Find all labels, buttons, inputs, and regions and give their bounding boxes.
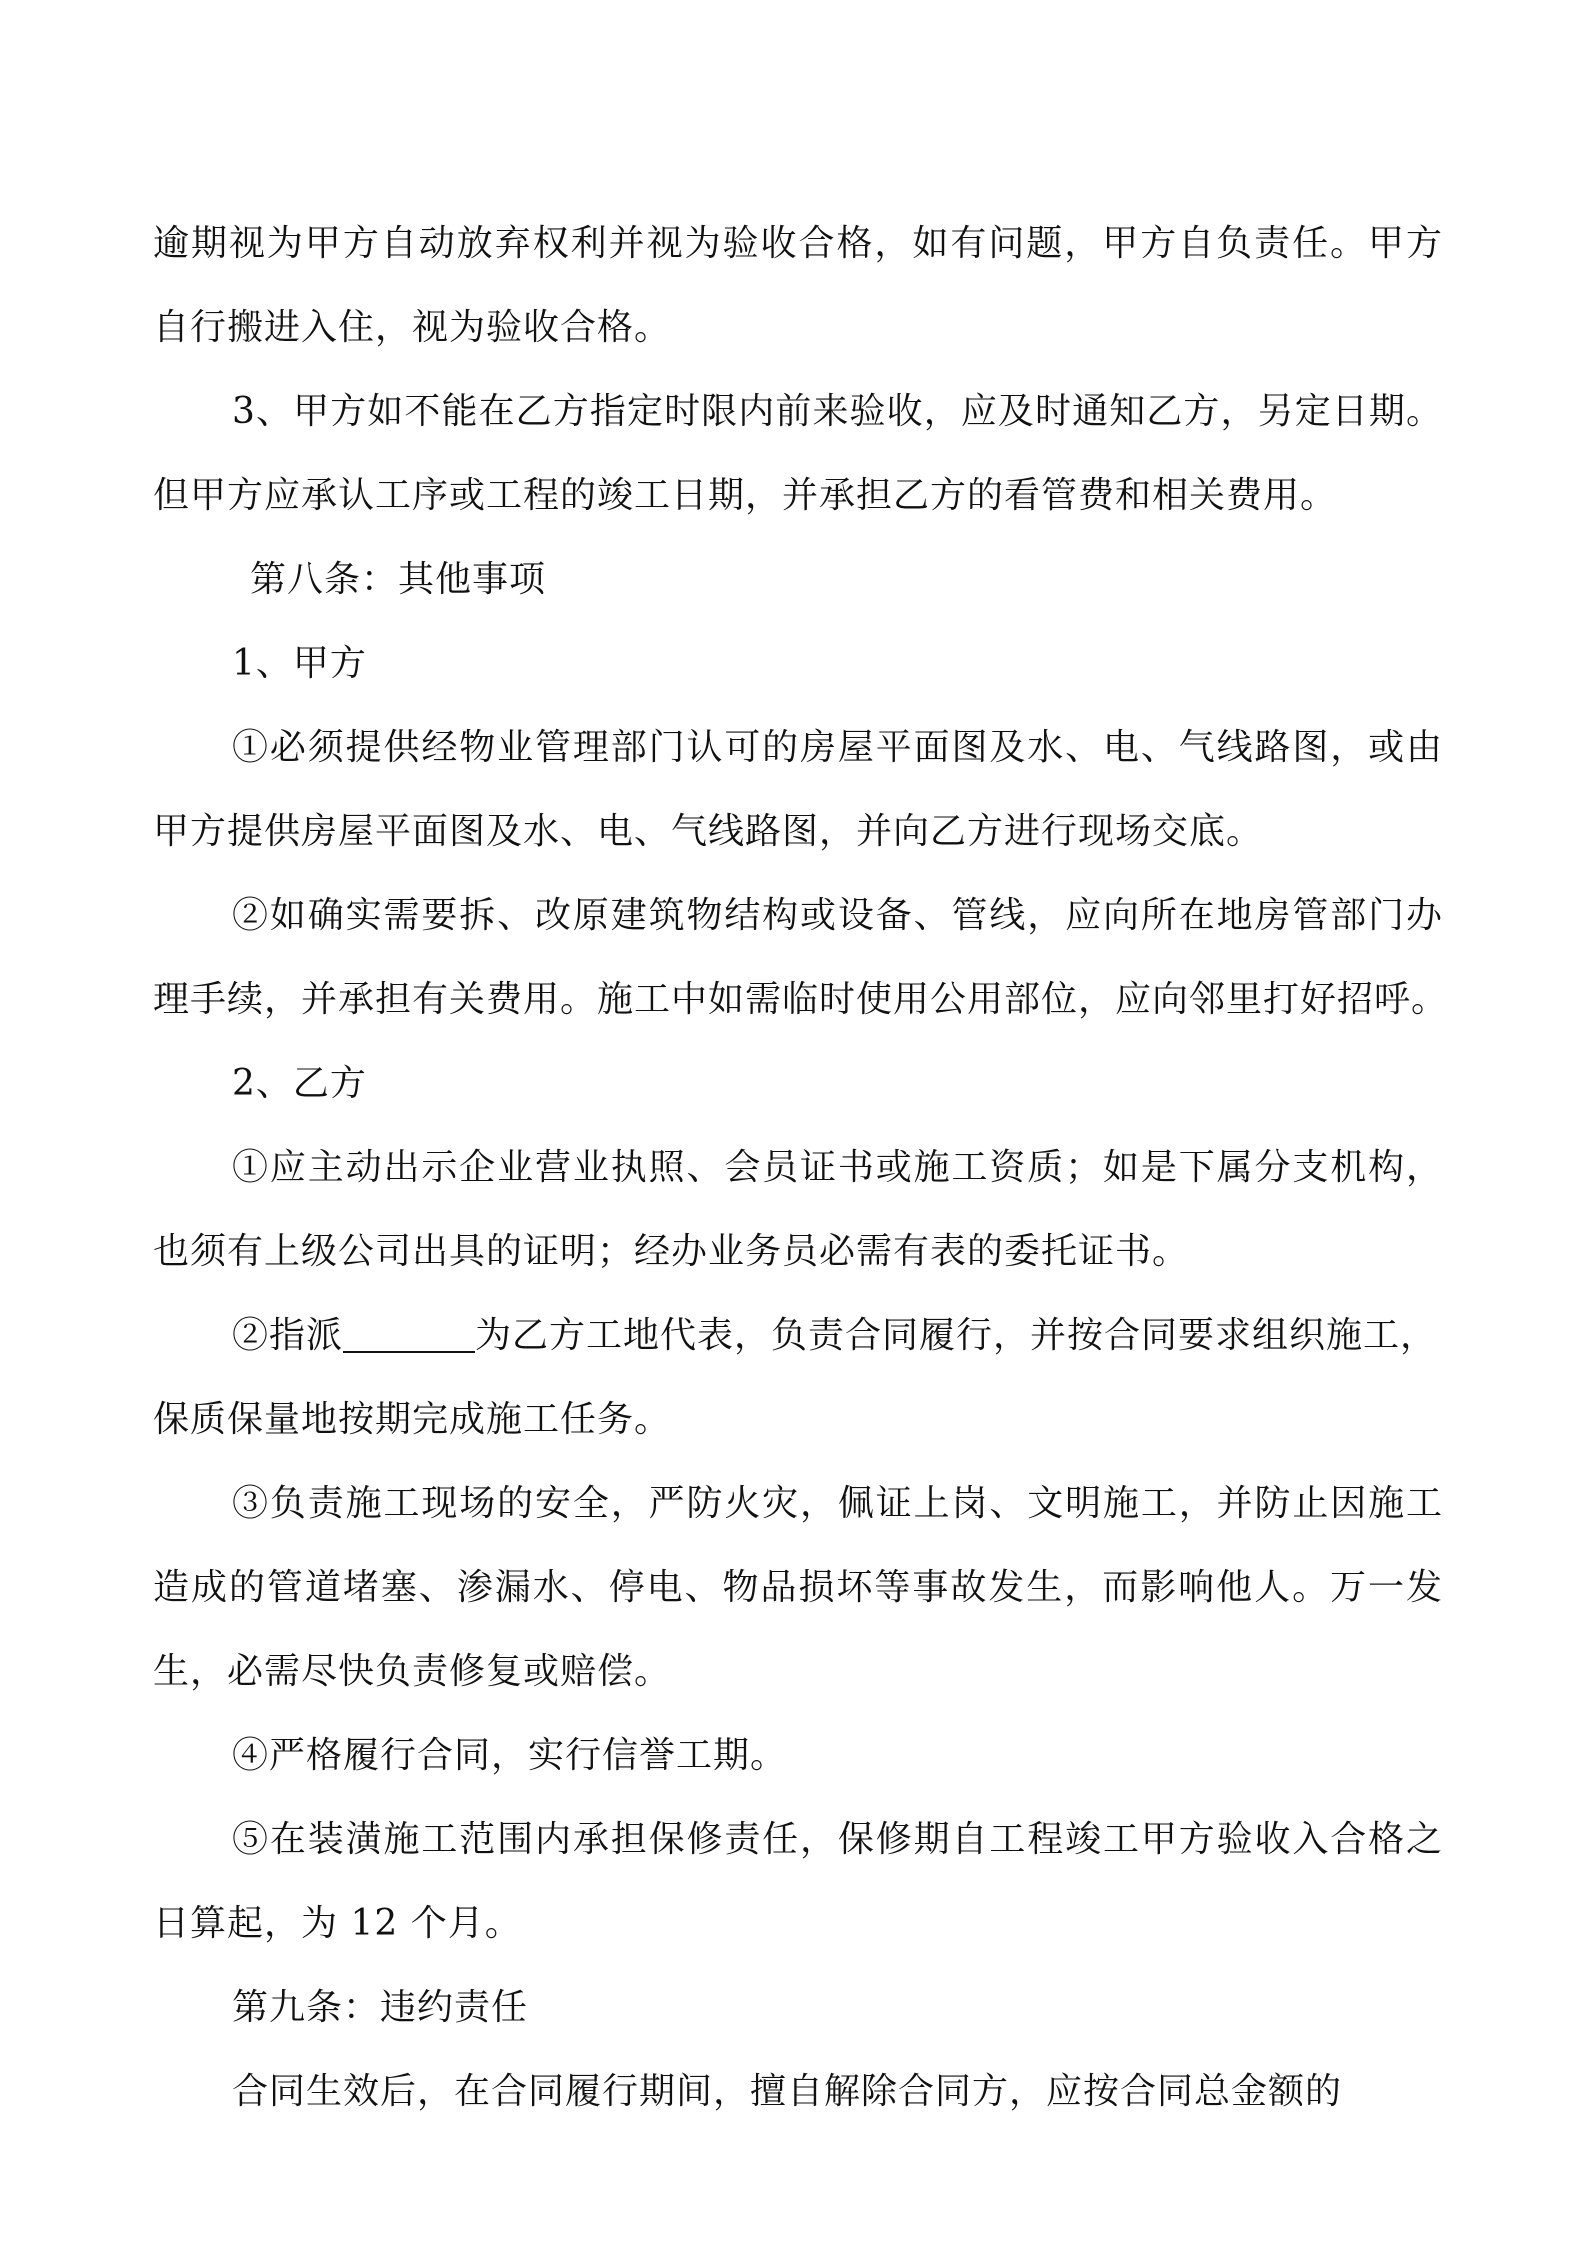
paragraph-line: ③负责施工现场的安全，严防火灾，佩证上岗、文明施工，并防止因施工: [232, 1483, 1443, 1524]
paragraph-line: ①应主动出示企业营业执照、会员证书或施工资质；如是下属分支机构，: [232, 1147, 1443, 1188]
document-body: [153, 202, 1449, 2134]
paragraph-line: 自行搬进入住，视为验收合格。: [153, 307, 672, 348]
paragraph-line: 合同生效后，在合同履行期间，擅自解除合同方，应按合同总金额的: [232, 2071, 1343, 2112]
paragraph-line: ②如确实需要拆、改原建筑物结构或设备、管线，应向所在地房管部门办: [232, 895, 1443, 936]
paragraph-fragment: 为乙方工地代表，负责合同履行，并按合同要求组织施工，: [475, 1315, 1438, 1356]
paragraph-line: ④严格履行合同，实行信誉工期。: [232, 1735, 788, 1776]
subsection-heading: 2、乙方: [232, 1063, 367, 1104]
paragraph-line: 理手续，并承担有关费用。施工中如需临时使用公用部位，应向邻里打好招呼。: [153, 979, 1449, 1020]
paragraph-line: ⑤在装潢施工范围内承担保修责任，保修期自工程竣工甲方验收入合格之: [232, 1819, 1443, 1860]
paragraph-line: 甲方提供房屋平面图及水、电、气线路图，并向乙方进行现场交底。: [153, 811, 1264, 852]
section-heading: 第八条：其他事项: [250, 559, 547, 600]
paragraph-line-with-blank: [153, 1294, 1443, 1378]
paragraph-line: 但甲方应承认工序或工程的竣工日期，并承担乙方的看管费和相关费用。: [153, 475, 1338, 516]
paragraph-line: 逾期视为甲方自动放弃权利并视为验收合格，如有问题，甲方自负责任。甲方: [153, 223, 1443, 264]
paragraph-line: 保质保量地按期完成施工任务。: [153, 1399, 672, 1440]
paragraph-fragment: ②指派: [232, 1315, 344, 1356]
paragraph-line: 3、甲方如不能在乙方指定时限内前来验收，应及时通知乙方，另定日期。: [232, 391, 1443, 432]
paragraph-line: 造成的管道堵塞、渗漏水、停电、物品损坏等事故发生，而影响他人。万一发: [153, 1567, 1443, 1608]
paragraph-line: ①必须提供经物业管理部门认可的房屋平面图及水、电、气线路图，或由: [232, 727, 1443, 768]
paragraph-line: 也须有上级公司出具的证明；经办业务员必需有表的委托证书。: [153, 1231, 1190, 1272]
paragraph-line: 日算起，为 12 个月。: [153, 1903, 522, 1944]
fill-in-blank: [343, 1317, 475, 1353]
paragraph-line: 生，必需尽快负责修复或赔偿。: [153, 1651, 672, 1692]
subsection-heading: 1、甲方: [232, 643, 367, 684]
section-heading: 第九条：违约责任: [232, 1987, 529, 2028]
